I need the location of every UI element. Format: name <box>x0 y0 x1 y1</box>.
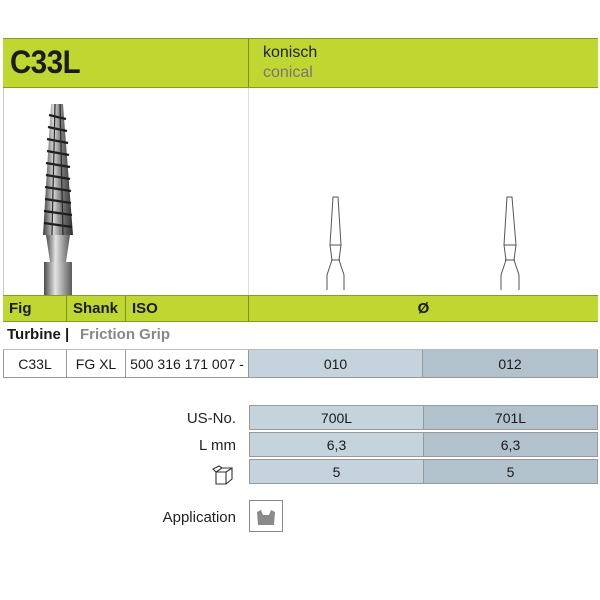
label-us-no: US-No. <box>186 410 236 427</box>
header-diameter: Ø <box>417 300 430 317</box>
label-l-mm: L mm <box>199 437 236 454</box>
cell-size-2: 012 <box>423 350 598 378</box>
category-friction-grip: Friction Grip <box>80 326 170 343</box>
product-code: C33L <box>10 44 81 80</box>
shape-german: konisch <box>263 44 318 61</box>
header-iso: ISO <box>132 300 158 317</box>
cell-us-no-1: 700L <box>249 405 424 430</box>
cell-shank: FG XL <box>67 350 126 378</box>
cell-l-mm-1: 6,3 <box>249 432 424 457</box>
cell-size-1: 010 <box>249 350 423 378</box>
cell-us-no-2: 701L <box>423 405 598 430</box>
image-area <box>3 88 598 295</box>
label-application: Application <box>162 509 236 526</box>
header-shank: Shank <box>73 300 119 317</box>
image-divider <box>248 88 249 295</box>
shape-english: conical <box>263 64 313 81</box>
cell-iso: 500 316 171 007 - <box>126 350 249 378</box>
package-icon <box>212 463 236 487</box>
category-turbine: Turbine | <box>7 326 70 343</box>
application-icon <box>249 500 283 532</box>
header-divider <box>248 39 249 87</box>
cell-pack-2: 5 <box>423 459 598 484</box>
cell-pack-1: 5 <box>249 459 424 484</box>
cell-l-mm-2: 6,3 <box>423 432 598 457</box>
header-fig: Fig <box>9 300 32 317</box>
cell-fig: C33L <box>3 350 67 378</box>
header-top-border <box>3 38 598 39</box>
